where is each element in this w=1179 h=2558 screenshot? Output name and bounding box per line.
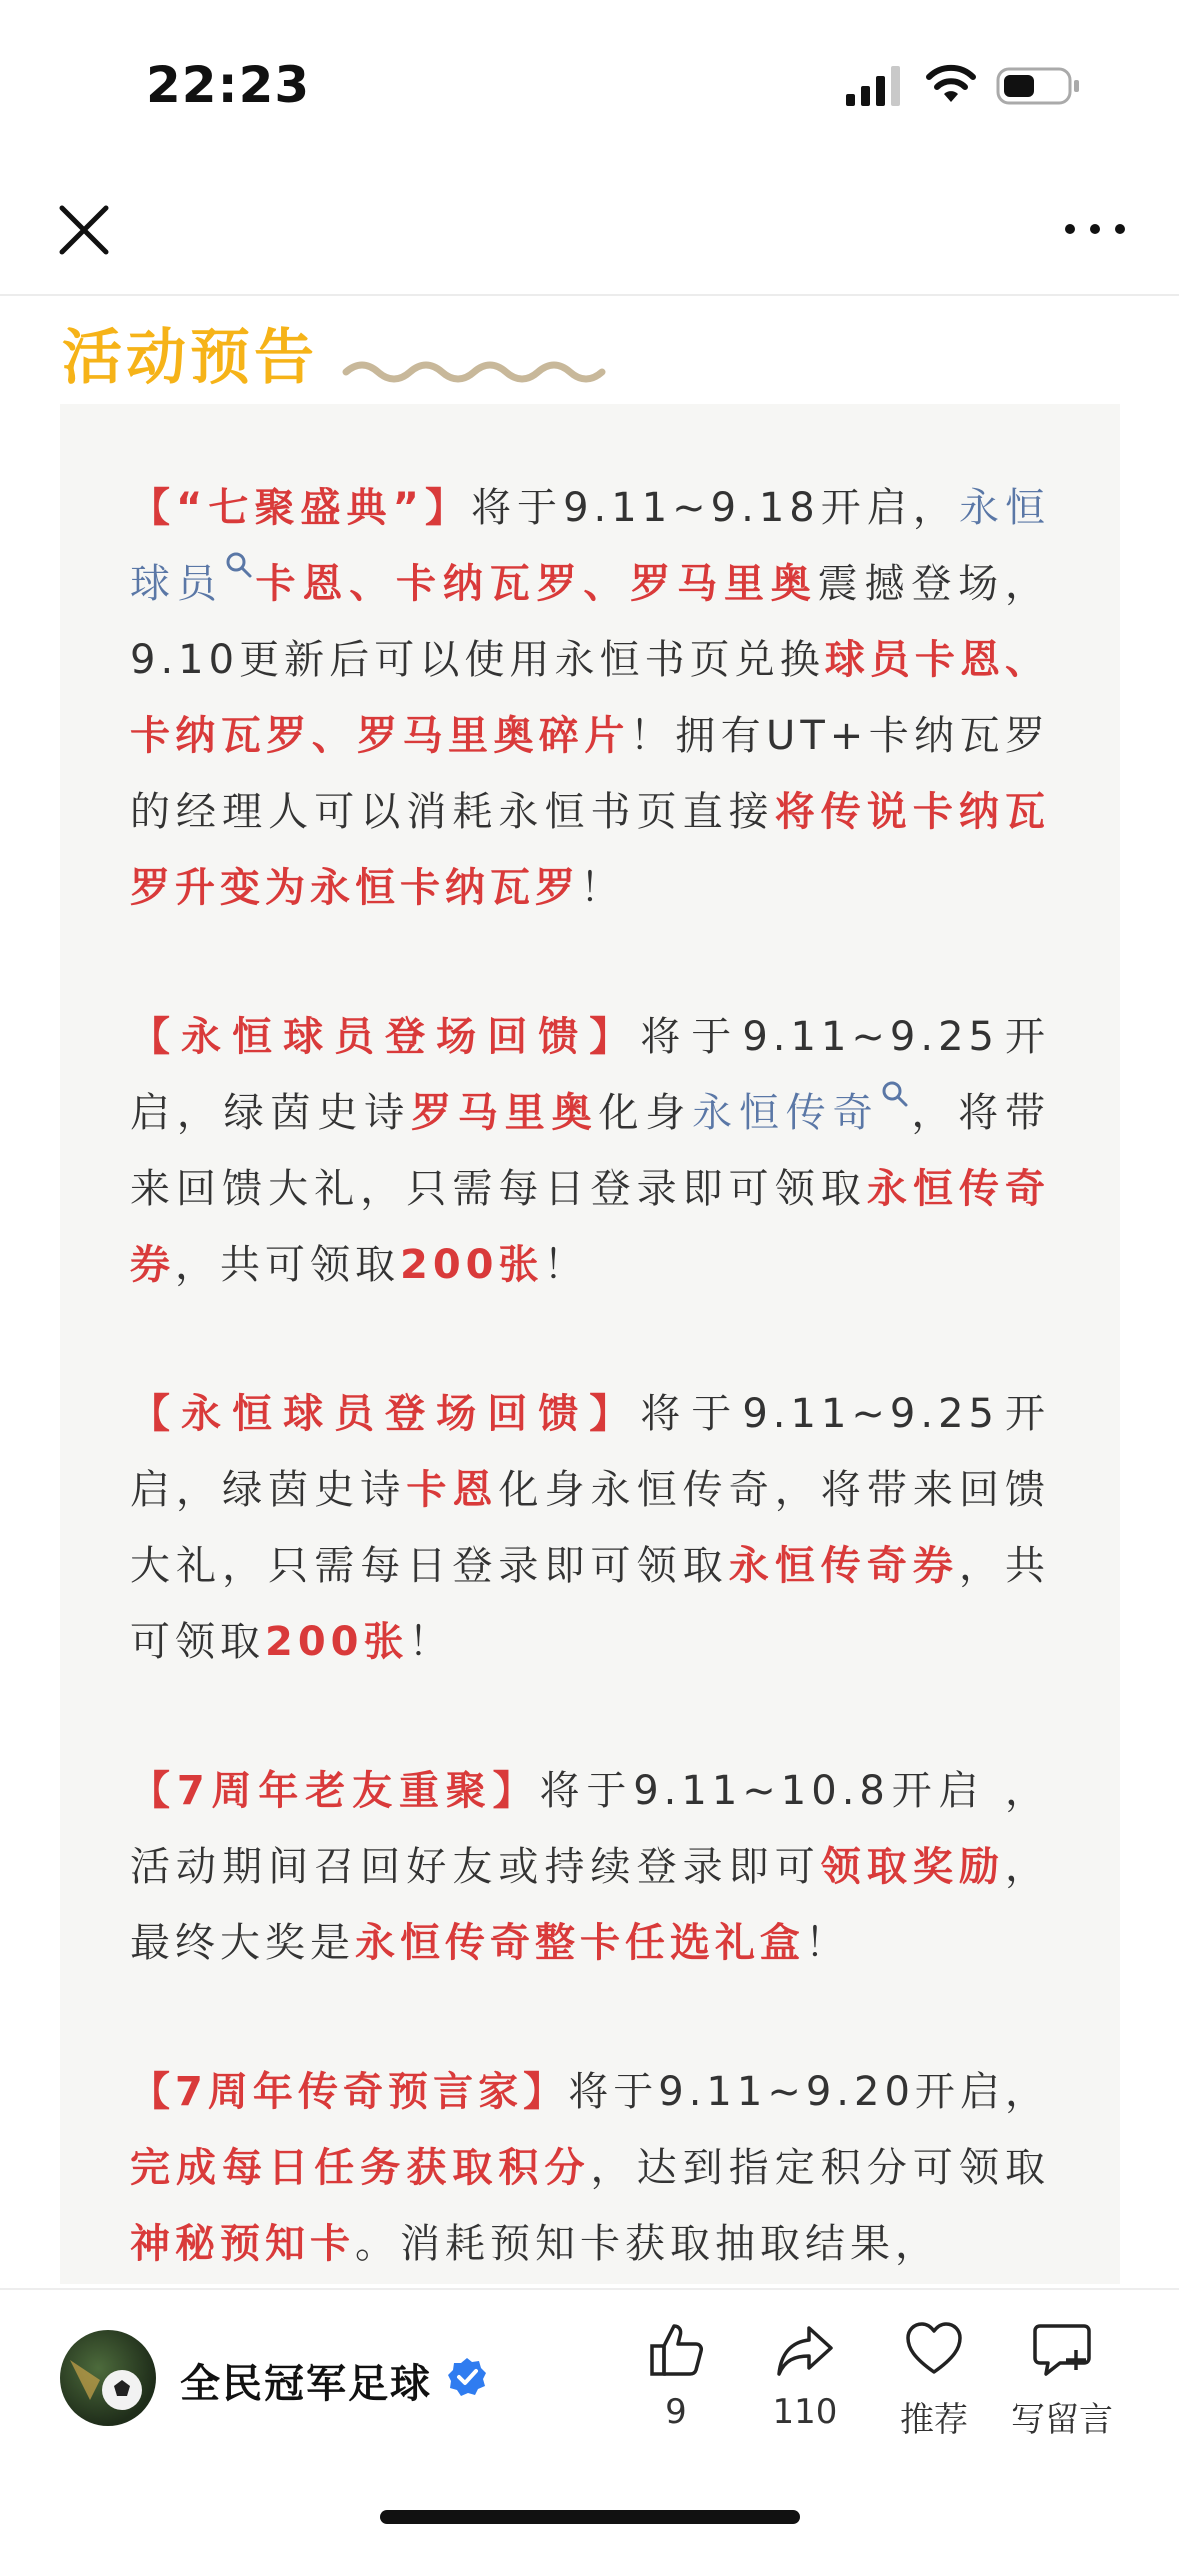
article-body — [130, 470, 1050, 2284]
comment-add-icon — [1032, 2320, 1092, 2380]
search-icon[interactable] — [224, 550, 254, 580]
body-text: 震撼登场，9.10更新后可以使用永恒书页兑换 — [130, 561, 1051, 683]
body-text: ！ — [543, 1242, 589, 1288]
comment-label: 写留言 — [1011, 2400, 1113, 2440]
body-text: ！ — [580, 865, 625, 911]
recommend-label: 推荐 — [900, 2400, 968, 2440]
wave-decoration-icon — [342, 354, 612, 384]
body-text: ，达到指定积分可领取 — [590, 2145, 1051, 2191]
wifi-icon — [925, 62, 977, 106]
article-paragraph — [130, 1376, 1050, 1680]
highlight-text: 永恒传奇券 — [728, 1543, 959, 1589]
article-paragraph — [130, 999, 1050, 1303]
highlight-text: 【“七聚盛典”】 — [130, 485, 471, 531]
body-text: 化身 — [598, 1090, 693, 1136]
share-arrow-icon — [775, 2320, 835, 2380]
highlight-text: 罗马里奥 — [411, 1090, 599, 1136]
account-avatar[interactable] — [60, 2330, 156, 2426]
account-name[interactable]: 全民冠军足球 — [180, 2361, 432, 2407]
highlight-text: 球员卡恩、卡纳瓦罗、罗马里奥碎片 — [130, 637, 1051, 759]
like-count: 9 — [665, 2392, 687, 2432]
body-text: 将于9.11~9.18开启， — [471, 485, 959, 531]
highlight-text: 将传说卡纳瓦罗升变为永恒卡纳瓦罗 — [130, 789, 1051, 911]
body-text: 将于9.11~10.8开启 ，活动期间召回好友或持续登录即可 — [130, 1768, 1050, 1890]
body-text: ！ — [805, 1920, 850, 1966]
status-time: 22:23 — [146, 56, 311, 114]
body-text: 将于9.11~9.25开启，绿茵史诗 — [130, 1014, 1051, 1136]
highlight-text: 领取奖励 — [820, 1844, 1006, 1890]
article-paragraph — [130, 470, 1050, 926]
article-paragraph — [130, 1753, 1050, 1981]
highlight-text: 永恒传奇整卡任选礼盒 — [355, 1920, 805, 1966]
highlight-text: 200张 — [400, 1242, 544, 1288]
body-text: 。消耗预知卡获取抽取结果， — [355, 2221, 940, 2267]
home-indicator[interactable] — [380, 2510, 800, 2524]
recommend-button[interactable] — [864, 2320, 1004, 2441]
verified-badge-icon — [446, 2356, 488, 2398]
highlight-text: 【7周年传奇预言家】 — [130, 2069, 569, 2115]
share-count: 110 — [772, 2392, 838, 2432]
search-link[interactable]: 永恒传奇 — [692, 1090, 880, 1136]
highlight-text: 【永恒球员登场回馈】 — [130, 1391, 641, 1437]
more-icon[interactable] — [1060, 214, 1130, 244]
cellular-signal-icon — [846, 66, 904, 106]
body-text: ！ — [408, 1619, 454, 1665]
section-title: 活动预告 — [62, 323, 318, 393]
status-bar — [0, 0, 1179, 170]
body-text: ！拥有UT+卡纳瓦罗的经理人可以消耗永恒书页直接 — [130, 713, 1050, 835]
section-header — [62, 310, 662, 393]
highlight-text: 【永恒球员登场回馈】 — [130, 1014, 641, 1060]
highlight-text: 【7周年老友重聚】 — [130, 1768, 540, 1814]
football-icon — [60, 2330, 156, 2426]
body-text: 化身永恒传奇，将带来回馈大礼，只需每日登录即可领取 — [130, 1467, 1051, 1589]
body-text: 将于9.11~9.25开启，绿茵史诗 — [130, 1391, 1051, 1513]
highlight-text: 卡恩、卡纳瓦罗、罗马里奥 — [253, 561, 818, 607]
comment-button[interactable] — [992, 2320, 1132, 2441]
nav-bar — [0, 170, 1179, 296]
thumbs-up-icon — [646, 2320, 706, 2380]
highlight-text: 神秘预知卡 — [130, 2221, 355, 2267]
body-text: ，共可领取 — [175, 1242, 400, 1288]
share-button[interactable] — [735, 2320, 875, 2432]
article-paragraph — [130, 2054, 1050, 2282]
article-content-box — [60, 404, 1120, 2284]
heart-icon — [904, 2320, 964, 2380]
body-text: ，最终大奖是 — [130, 1844, 1051, 1966]
body-text: ，将带来回馈大礼，只需每日登录即可领取 — [130, 1090, 1051, 1212]
highlight-text: 200张 — [265, 1619, 409, 1665]
highlight-text: 卡恩 — [406, 1467, 499, 1513]
body-text: ，共可领取 — [130, 1543, 1051, 1665]
highlight-text: 完成每日任务获取积分 — [130, 2145, 591, 2191]
battery-icon — [996, 66, 1080, 106]
search-link[interactable]: 永恒球员 — [130, 485, 1051, 607]
like-button[interactable] — [606, 2320, 746, 2432]
highlight-text: 永恒传奇券 — [130, 1166, 1051, 1288]
search-icon[interactable] — [880, 1079, 910, 1109]
close-icon[interactable] — [54, 200, 114, 260]
body-text: 将于9.11~9.20开启， — [568, 2069, 1050, 2115]
